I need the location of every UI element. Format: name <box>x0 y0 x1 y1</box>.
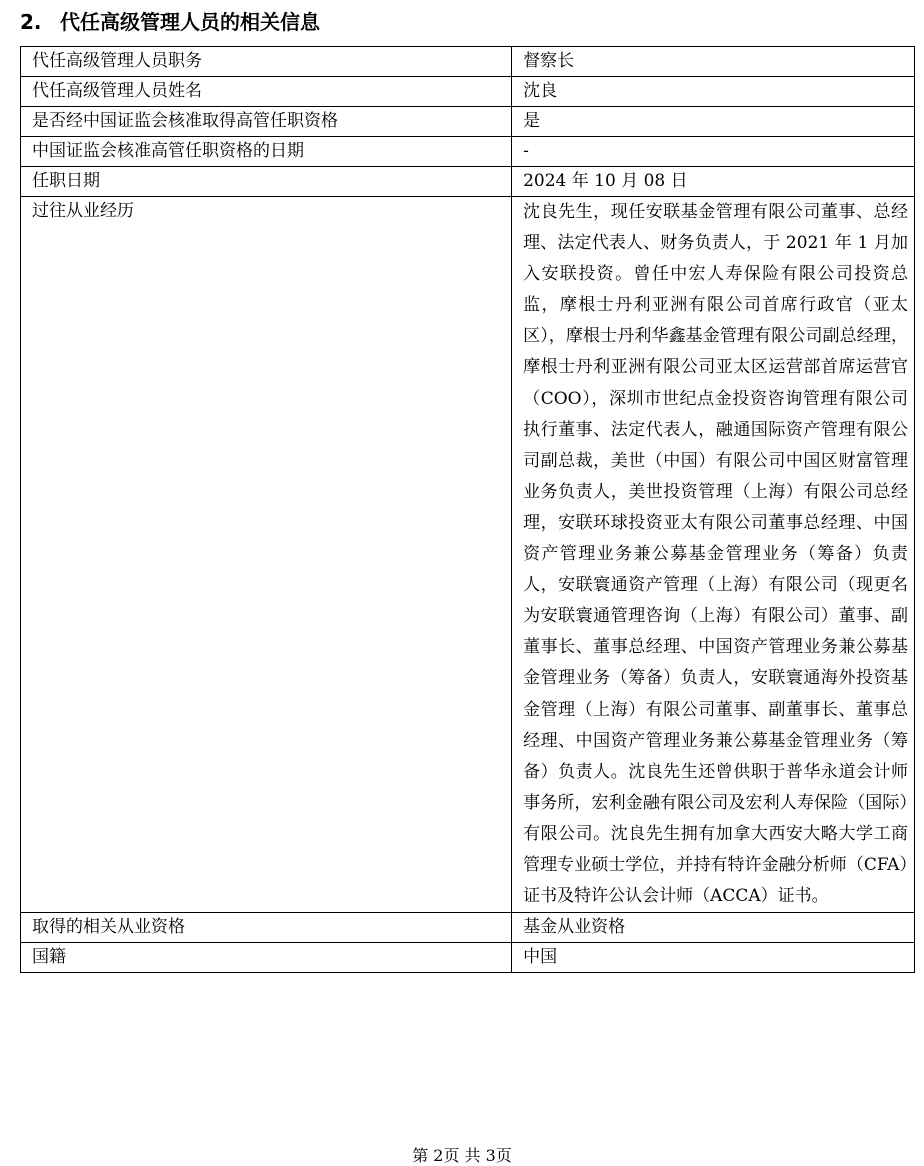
row-value: 2024 年 10 月 08 日 <box>512 167 915 197</box>
row-value: 沈良 <box>512 77 915 107</box>
table-row <box>21 77 915 107</box>
row-label: 是否经中国证监会核准取得高管任职资格 <box>21 107 512 137</box>
row-value: 基金从业资格 <box>512 913 915 943</box>
section-heading <box>20 4 320 40</box>
row-label: 代任高级管理人员姓名 <box>21 77 512 107</box>
row-label: 中国证监会核准高管任职资格的日期 <box>21 137 512 167</box>
section-title: 代任高级管理人员的相关信息 <box>60 10 320 34</box>
row-label: 过往从业经历 <box>21 197 512 913</box>
row-value: 督察长 <box>512 47 915 77</box>
row-value: 中国 <box>512 943 915 973</box>
table-row <box>21 943 915 973</box>
table-row <box>21 47 915 77</box>
table-row <box>21 913 915 943</box>
info-table <box>20 46 915 973</box>
row-label: 取得的相关从业资格 <box>21 913 512 943</box>
table-row <box>21 197 915 913</box>
table-row <box>21 137 915 167</box>
table-row <box>21 107 915 137</box>
section-number: 2. <box>20 10 42 34</box>
table-row <box>21 167 915 197</box>
career-history-text: 沈良先生，现任安联基金管理有限公司董事、总经理、法定代表人、财务负责人，于 2021 年 1 月加入安联投资。曾任中宏人寿保险有限公司投资总监，摩根士丹利亚洲有限公司首席行政官（亚太区），摩根士丹利华鑫基金管理有限公司副总经理，摩根士丹利亚洲有限公司亚太区运营部首席运营官（COO），深圳市世纪点金投资咨询管理有限公司执行董事、法定代表人，融通国际资产管理有限公司副总裁，美世（中国）有限公司中国区财富管理业务负责人，美世投资管理（上海）有限公司总经理，安联环球投资亚太有限公司董事总经理、中国资产管理业务兼公募基金管理业务（筹备）负责人，安联寰通资产管理（上海）有限公司（现更名为安联寰通管理咨询（上海）有限公司）董事、副董事长、董事总经理、中国资产管理业务兼公募基金管理业务（筹备）负责人，安联寰通海外投资基金管理（上海）有限公司董事、副董事长、董事总经理、中国资产管理业务兼公募基金管理业务（筹备）负责人。沈良先生还曾供职于普华永道会计师事务所，宏利金融有限公司及宏利人寿保险（国际）有限公司。沈良先生拥有加拿大西安大略大学工商管理专业硕士学位，并持有特许金融分析师（CFA）证书及特许公认会计师（ACCA）证书。 <box>512 197 915 913</box>
row-value: - <box>512 137 915 167</box>
row-value: 是 <box>512 107 915 137</box>
row-label: 任职日期 <box>21 167 512 197</box>
row-label: 代任高级管理人员职务 <box>21 47 512 77</box>
row-label: 国籍 <box>21 943 512 973</box>
page-number: 第 2页 共 3页 <box>412 1146 512 1165</box>
